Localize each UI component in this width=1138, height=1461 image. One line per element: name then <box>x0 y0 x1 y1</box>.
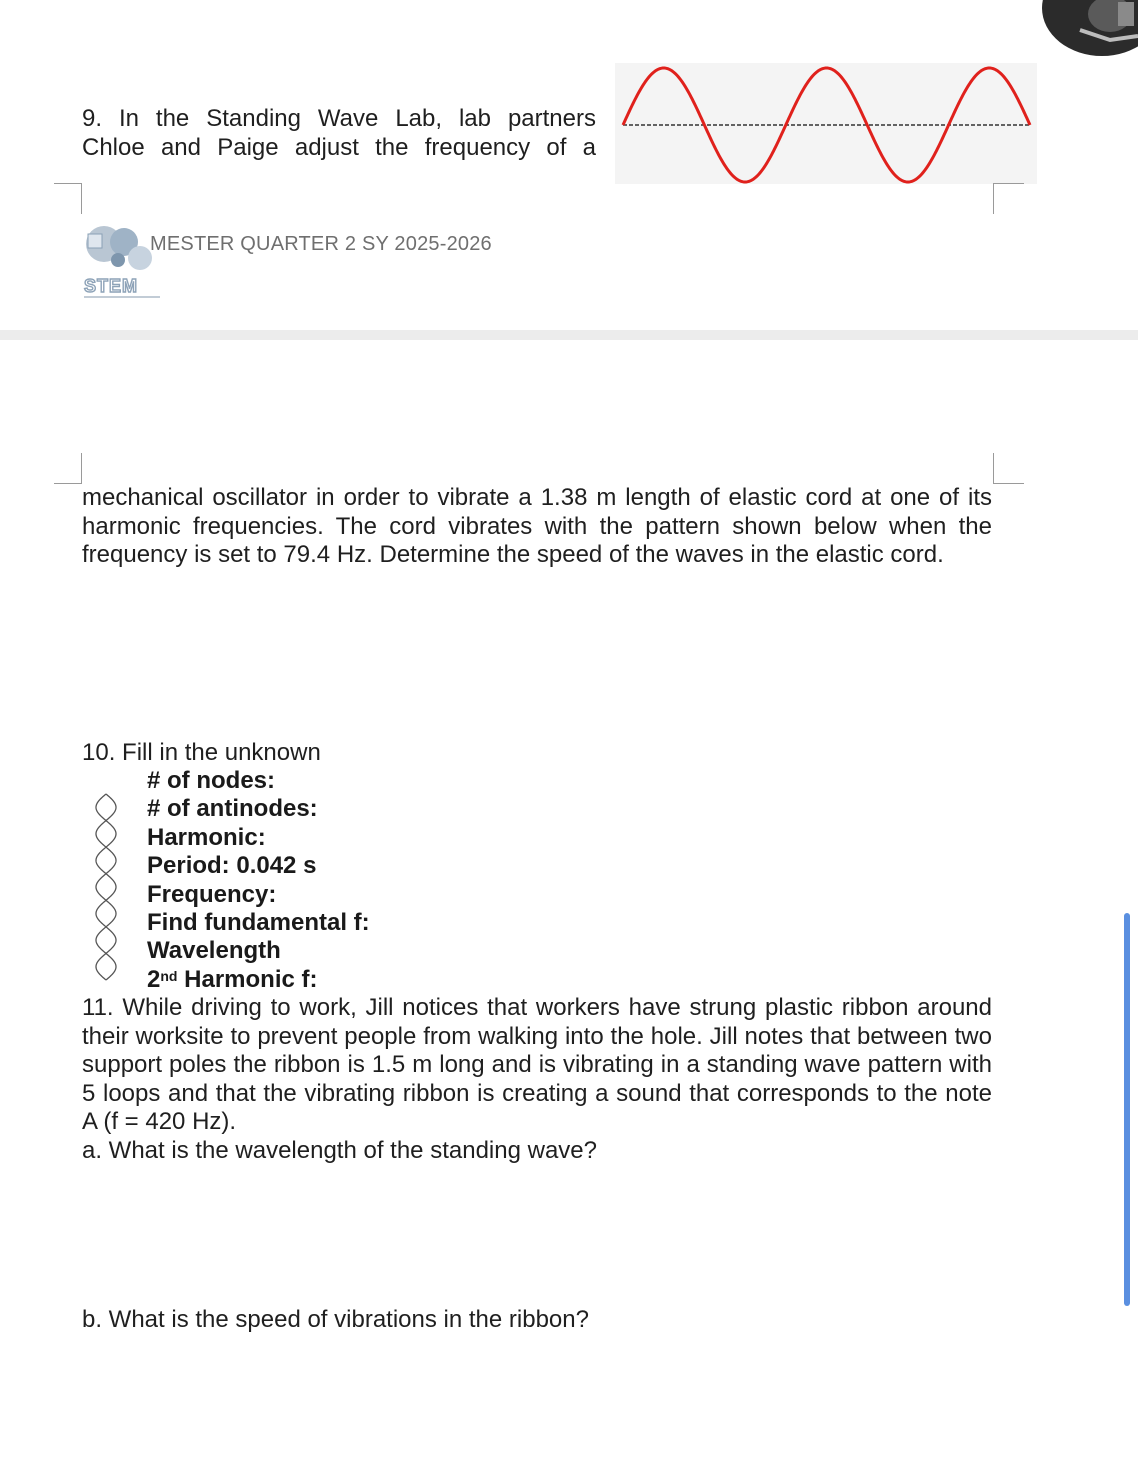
question-9-intro <box>82 104 596 162</box>
question-11-part-b: b. What is the speed of vibrations in the ribbon? <box>82 1306 589 1333</box>
question-9-line-2: Chloe and Paige adjust the frequency of a <box>82 134 596 161</box>
second-harmonic-rest: Harmonic f: <box>177 965 318 993</box>
crop-mark-bottom-right <box>993 453 1024 484</box>
question-11-text: 11. While driving to work, Jill notices that workers have strung plastic ribbon around their worksite to prevent people from walking into the hole. Jill notes that between two support poles the ribbon is 1.5 m long and is vibrating in a standing wave pattern with 5 loops and that the vibrating ribbon is creating a sound that corresponds to the note A (f = 420 Hz). <box>82 994 992 1135</box>
list-item-nodes: # of nodes: <box>147 767 276 794</box>
list-item-frequency: Frequency: <box>147 880 277 908</box>
crop-mark-top-left <box>54 183 82 214</box>
standing-wave-svg <box>615 63 1037 184</box>
stem-logo-text: STEM <box>84 276 139 296</box>
rope-strand-a <box>96 794 116 980</box>
crop-mark-bottom-left <box>54 453 82 484</box>
vertical-scrollbar[interactable] <box>1124 913 1130 1306</box>
list-item-fundamental: Find fundamental f: <box>147 908 370 936</box>
second-harmonic-base: 2 <box>147 965 161 993</box>
stem-logo <box>80 218 166 302</box>
question-9-line-1: 9. In the Standing Wave Lab, lab partners <box>82 105 596 132</box>
semester-header: MESTER QUARTER 2 SY 2025-2026 <box>150 233 492 255</box>
list-item-harmonic: Harmonic: <box>147 823 266 851</box>
rope-strand-b <box>96 794 116 980</box>
list-item-antinodes: # of antinodes: <box>147 795 318 823</box>
question-10-list <box>147 767 370 994</box>
profile-thumbnail[interactable] <box>1040 0 1138 56</box>
standing-wave-rope-diagram <box>92 792 120 982</box>
question-10-title: 10. Fill in the unknown <box>82 739 321 766</box>
second-harmonic-sup: nd <box>160 967 178 984</box>
list-item-wavelength: Wavelength <box>147 937 281 965</box>
list-item-second-harmonic <box>147 966 370 994</box>
question-9-continuation: mechanical oscillator in order to vibrate a 1.38 m length of elastic cord at one of its harmonic frequencies. The cord vibrates with the pattern shown below when the frequency is set to 79.4 Hz. Determine the speed of the waves in the elastic cord. <box>82 484 992 568</box>
question-11-part-a: a. What is the wavelength of the standing wave? <box>82 1137 597 1164</box>
page-separator <box>0 330 1138 340</box>
crop-mark-top-right <box>993 183 1024 214</box>
list-item-period: Period: 0.042 s <box>147 852 317 880</box>
standing-wave-figure <box>615 63 1037 184</box>
